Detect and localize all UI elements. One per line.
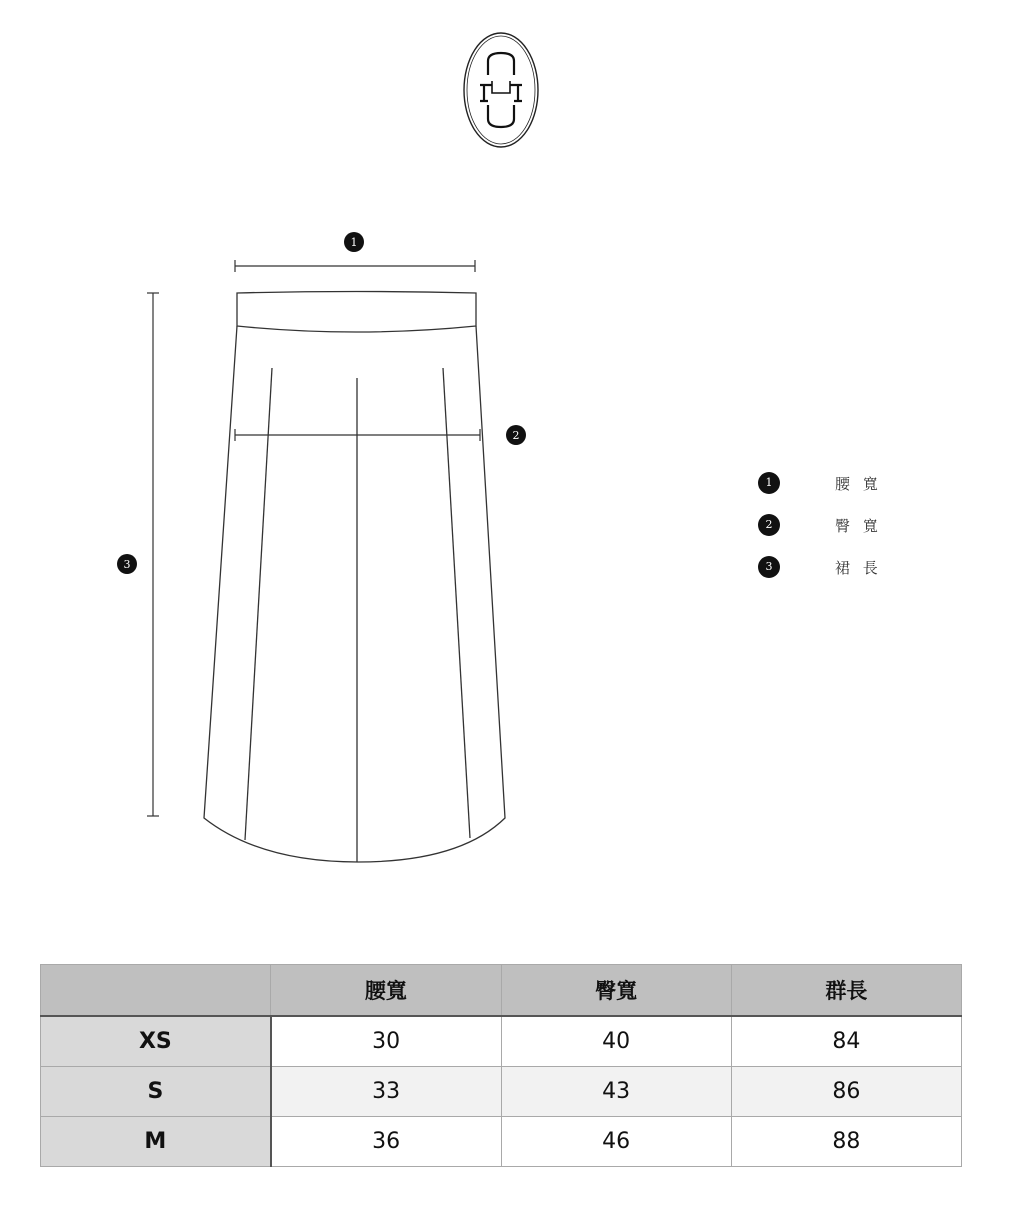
table-row	[41, 1016, 962, 1067]
legend-item-hip	[758, 514, 938, 536]
waist-measure-line	[235, 260, 475, 272]
legend-label: 腰 寬	[835, 474, 882, 493]
legend-label: 臀 寬	[835, 516, 882, 535]
legend-label: 裙 長	[835, 558, 882, 577]
size-chart-table	[40, 964, 962, 1167]
legend-number-badge: 2	[758, 514, 780, 536]
waist-cell: 36	[271, 1117, 501, 1167]
table-header-row	[41, 965, 962, 1017]
marker-2-label: 2	[512, 429, 520, 442]
marker-2	[506, 425, 526, 445]
marker-3	[117, 554, 137, 574]
hip-cell: 43	[501, 1067, 731, 1117]
marker-3-label: 3	[123, 558, 131, 571]
size-cell: S	[41, 1067, 271, 1117]
table-row	[41, 1067, 962, 1117]
measurement-legend	[758, 472, 938, 598]
table-header-waist: 腰寬	[271, 965, 501, 1017]
waist-cell: 33	[271, 1067, 501, 1117]
table-header-size	[41, 965, 271, 1017]
length-cell: 84	[731, 1016, 961, 1067]
legend-number-badge: 1	[758, 472, 780, 494]
skirt-outline	[204, 292, 505, 863]
table-header-hip: 臀寬	[501, 965, 731, 1017]
table-header-length: 群長	[731, 965, 961, 1017]
hip-cell: 46	[501, 1117, 731, 1167]
legend-item-length	[758, 556, 938, 578]
hip-cell: 40	[501, 1016, 731, 1067]
size-cell: XS	[41, 1016, 271, 1067]
marker-1	[344, 232, 364, 252]
size-cell: M	[41, 1117, 271, 1167]
legend-item-waist	[758, 472, 938, 494]
length-cell: 88	[731, 1117, 961, 1167]
length-cell: 86	[731, 1067, 961, 1117]
waist-cell: 30	[271, 1016, 501, 1067]
table-row	[41, 1117, 962, 1167]
length-measure-line	[147, 293, 159, 816]
marker-1-label: 1	[350, 236, 358, 249]
legend-number-badge: 3	[758, 556, 780, 578]
